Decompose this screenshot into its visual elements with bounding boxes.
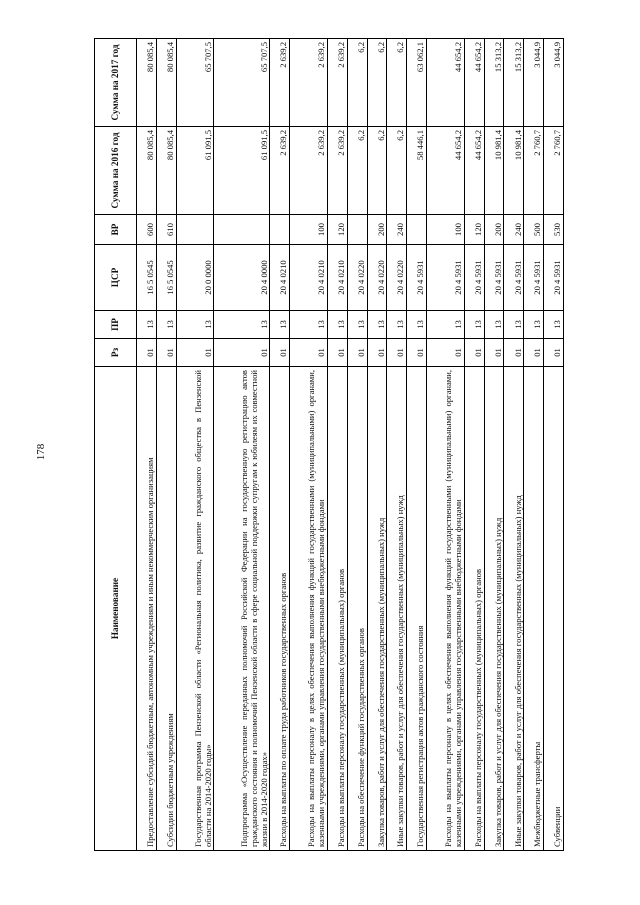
cell-rz: 01	[464, 339, 484, 367]
cell-vr: 200	[367, 215, 387, 245]
cell-pr: 13	[427, 311, 465, 339]
cell-sum-2016: 2 639,2	[270, 127, 290, 215]
cell-name: Расходы на обеспечение функций государственных органов	[347, 367, 367, 851]
cell-pr: 13	[504, 311, 524, 339]
cell-rz: 01	[544, 339, 564, 367]
cell-csr: 20 4 5931	[427, 245, 465, 311]
cell-name: Расходы на выплаты персоналу в целях обеспечения выполнения функций государственными (муниципальными) органами, казенными учреждениями, органами управления государственными внебюджетными фондами	[427, 367, 465, 851]
cell-sum-2016: 2 760,7	[524, 127, 544, 215]
cell-pr: 13	[290, 311, 328, 339]
cell-vr: 600	[137, 215, 157, 245]
cell-name: Иные закупки товаров, работ и услуг для обеспечения государственных (муниципальных) нужд	[504, 367, 524, 851]
cell-name: Субсидии бюджетным учреждениям	[156, 367, 176, 851]
cell-vr: 530	[544, 215, 564, 245]
table-row	[504, 39, 524, 851]
cell-sum-2017: 15 313,2	[484, 39, 504, 127]
cell-csr: 20 0 0000	[176, 245, 214, 311]
cell-vr	[214, 215, 270, 245]
table-row	[544, 39, 564, 851]
budget-table	[94, 38, 564, 851]
cell-sum-2017: 6,2	[367, 39, 387, 127]
table-row	[407, 39, 427, 851]
cell-sum-2016: 44 654,2	[464, 127, 484, 215]
cell-pr: 13	[524, 311, 544, 339]
cell-pr: 13	[327, 311, 347, 339]
cell-vr: 240	[504, 215, 524, 245]
cell-csr: 20 4 0220	[347, 245, 367, 311]
cell-sum-2017: 65 707,5	[176, 39, 214, 127]
cell-name: Подпрограмма «Осуществление переданных полномочий Российской Федерации на государственную регистрацию актов гражданского состояния и полномочий Пензенской области в сфере социальной поддержки супругам к юбилеям их совместной жизни в 2014-2020 годах»	[214, 367, 270, 851]
table-row	[367, 39, 387, 851]
cell-sum-2017: 65 707,5	[214, 39, 270, 127]
cell-rz: 01	[290, 339, 328, 367]
table-row	[427, 39, 465, 851]
cell-csr: 20 4 0210	[290, 245, 328, 311]
cell-vr: 200	[484, 215, 504, 245]
cell-vr	[270, 215, 290, 245]
cell-sum-2016: 80 085,4	[156, 127, 176, 215]
cell-sum-2017: 44 654,2	[427, 39, 465, 127]
cell-csr: 16 5 0545	[137, 245, 157, 311]
table-row	[270, 39, 290, 851]
cell-sum-2017: 80 085,4	[137, 39, 157, 127]
cell-csr: 20 4 0210	[270, 245, 290, 311]
cell-name: Расходы на выплаты персоналу государственных (муниципальных) органов	[464, 367, 484, 851]
cell-rz: 01	[484, 339, 504, 367]
cell-rz: 01	[327, 339, 347, 367]
cell-pr: 13	[270, 311, 290, 339]
cell-sum-2017: 2 639,2	[290, 39, 328, 127]
cell-vr: 500	[524, 215, 544, 245]
cell-rz: 01	[407, 339, 427, 367]
cell-csr: 20 4 0000	[214, 245, 270, 311]
cell-sum-2016: 6,2	[347, 127, 367, 215]
header-rz: Рз	[95, 339, 137, 367]
cell-pr: 13	[544, 311, 564, 339]
cell-vr	[176, 215, 214, 245]
cell-vr	[407, 215, 427, 245]
cell-sum-2017: 63 062,1	[407, 39, 427, 127]
cell-sum-2016: 10 981,4	[504, 127, 524, 215]
cell-sum-2017: 44 654,2	[464, 39, 484, 127]
cell-sum-2016: 6,2	[367, 127, 387, 215]
cell-vr: 100	[427, 215, 465, 245]
cell-sum-2016: 80 085,4	[137, 127, 157, 215]
rotated-table-container	[94, 39, 564, 851]
cell-vr: 100	[290, 215, 328, 245]
table-row	[214, 39, 270, 851]
table-row	[290, 39, 328, 851]
table-header-row	[95, 39, 137, 851]
table-row	[327, 39, 347, 851]
cell-name: Расходы на выплаты персоналу в целях обеспечения выполнения функций государственными (муниципальными) органами, казенными учреждениями, органами управления государственными внебюджетными фондами	[290, 367, 328, 851]
cell-sum-2016: 61 091,5	[214, 127, 270, 215]
cell-pr: 13	[464, 311, 484, 339]
cell-rz: 01	[270, 339, 290, 367]
table-row	[524, 39, 544, 851]
table-row	[176, 39, 214, 851]
cell-csr: 16 5 0545	[156, 245, 176, 311]
cell-rz: 01	[137, 339, 157, 367]
table-row	[387, 39, 407, 851]
header-name: Наименование	[95, 367, 137, 851]
cell-pr: 13	[407, 311, 427, 339]
cell-csr: 20 4 5931	[484, 245, 504, 311]
cell-rz: 01	[347, 339, 367, 367]
cell-csr: 20 4 0220	[367, 245, 387, 311]
table-row	[137, 39, 157, 851]
cell-name: Закупка товаров, работ и услуг для обеспечения государственных (муниципальных) нужд	[484, 367, 504, 851]
cell-vr: 120	[464, 215, 484, 245]
cell-name: Расходы на выплаты по оплате труда работников государственных органов	[270, 367, 290, 851]
cell-rz: 01	[367, 339, 387, 367]
header-pr: ПР	[95, 311, 137, 339]
cell-rz: 01	[387, 339, 407, 367]
cell-rz: 01	[524, 339, 544, 367]
cell-rz: 01	[214, 339, 270, 367]
cell-csr: 20 4 5931	[464, 245, 484, 311]
cell-vr: 610	[156, 215, 176, 245]
header-sum-2017: Сумма на 2017 год	[95, 39, 137, 127]
cell-csr: 20 4 0210	[327, 245, 347, 311]
cell-sum-2016: 2 639,2	[290, 127, 328, 215]
cell-name: Иные закупки товаров, работ и услуг для обеспечения государственных (муниципальных) нужд	[387, 367, 407, 851]
header-vr: ВР	[95, 215, 137, 245]
cell-vr: 240	[387, 215, 407, 245]
cell-sum-2016: 58 446,1	[407, 127, 427, 215]
cell-pr: 13	[214, 311, 270, 339]
cell-sum-2017: 2 639,2	[327, 39, 347, 127]
table-row	[484, 39, 504, 851]
cell-pr: 13	[176, 311, 214, 339]
cell-csr: 20 4 5931	[524, 245, 544, 311]
cell-vr	[347, 215, 367, 245]
cell-sum-2017: 6,2	[387, 39, 407, 127]
cell-name: Расходы на выплаты персоналу государственных (муниципальных) органов	[327, 367, 347, 851]
cell-sum-2017: 6,2	[347, 39, 367, 127]
cell-sum-2017: 3 044,9	[544, 39, 564, 127]
cell-name: Межбюджетные трансферты	[524, 367, 544, 851]
cell-sum-2016: 61 091,5	[176, 127, 214, 215]
cell-rz: 01	[427, 339, 465, 367]
page-number: 178	[35, 443, 47, 461]
cell-rz: 01	[156, 339, 176, 367]
cell-rz: 01	[176, 339, 214, 367]
cell-csr: 20 4 5931	[544, 245, 564, 311]
cell-name: Субвенции	[544, 367, 564, 851]
cell-csr: 20 4 0220	[387, 245, 407, 311]
cell-name: Государственная программа Пензенской области «Региональная политика, развитие гражданского общества в Пензенской области на 2014-2020 годы»	[176, 367, 214, 851]
cell-pr: 13	[347, 311, 367, 339]
cell-name: Государственная регистрация актов гражданского состояния	[407, 367, 427, 851]
cell-sum-2017: 3 044,9	[524, 39, 544, 127]
cell-sum-2016: 10 981,4	[484, 127, 504, 215]
cell-pr: 13	[156, 311, 176, 339]
cell-sum-2017: 80 085,4	[156, 39, 176, 127]
cell-pr: 13	[367, 311, 387, 339]
cell-rz: 01	[504, 339, 524, 367]
table-row	[347, 39, 367, 851]
cell-pr: 13	[137, 311, 157, 339]
cell-sum-2016: 44 654,2	[427, 127, 465, 215]
cell-vr: 120	[327, 215, 347, 245]
cell-sum-2016: 6,2	[387, 127, 407, 215]
cell-sum-2016: 2 760,7	[544, 127, 564, 215]
cell-sum-2016: 2 639,2	[327, 127, 347, 215]
table-row	[464, 39, 484, 851]
cell-pr: 13	[387, 311, 407, 339]
header-sum-2016: Сумма на 2016 год	[95, 127, 137, 215]
cell-sum-2017: 2 639,2	[270, 39, 290, 127]
cell-name: Предоставление субсидий бюджетным, автономным учреждениям и иным некоммерческим организациям	[137, 367, 157, 851]
cell-name: Закупка товаров, работ и услуг для обеспечения государственных (муниципальных) нужд	[367, 367, 387, 851]
cell-csr: 20 4 5931	[504, 245, 524, 311]
cell-csr: 20 4 5931	[407, 245, 427, 311]
cell-pr: 13	[484, 311, 504, 339]
table-row	[156, 39, 176, 851]
cell-sum-2017: 15 313,2	[504, 39, 524, 127]
header-csr: ЦСР	[95, 245, 137, 311]
